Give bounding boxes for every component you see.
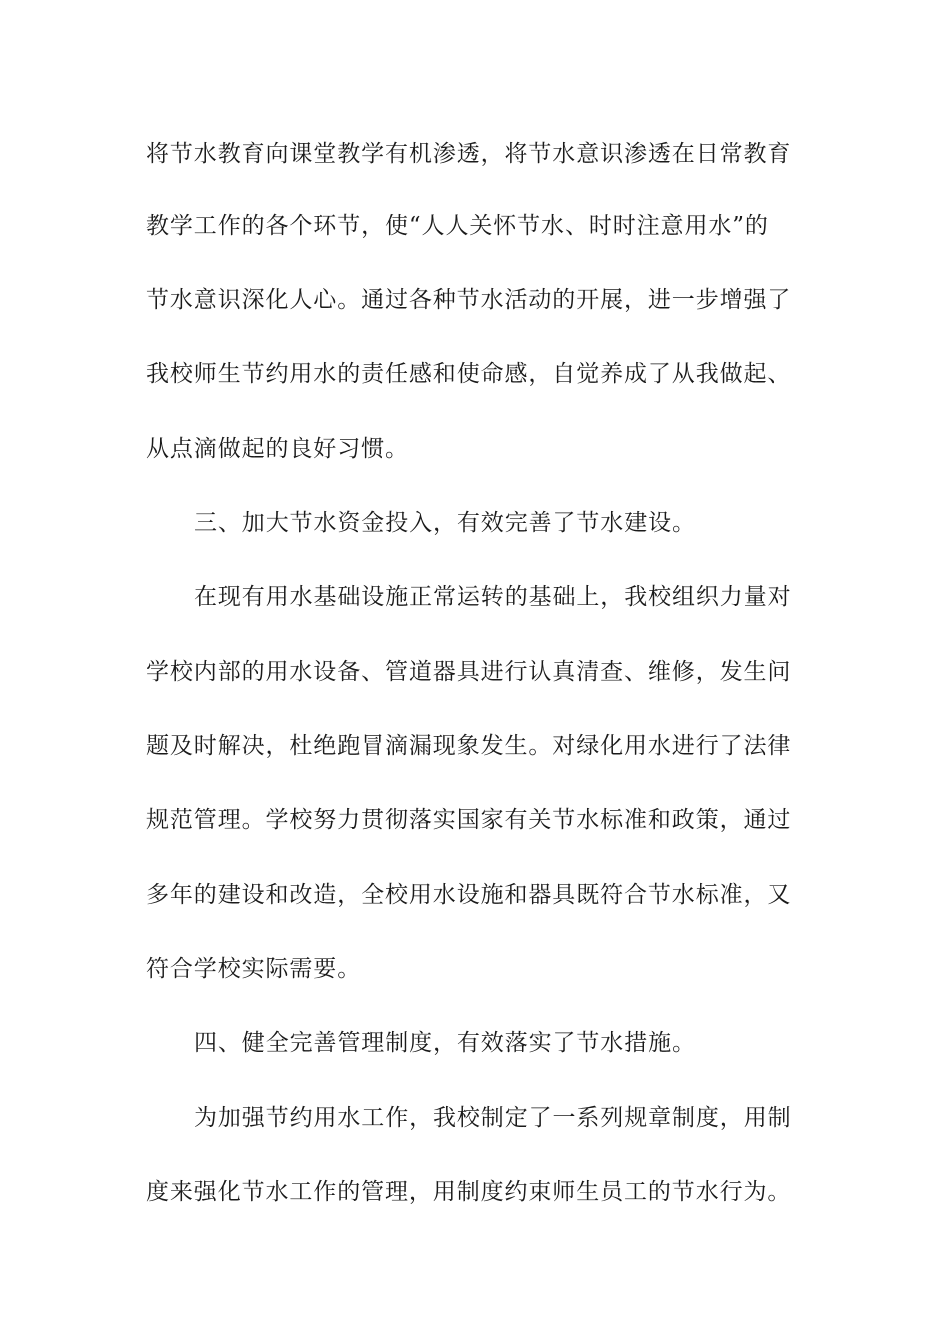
text-line: 多年的建设和改造，全校用水设施和器具既符合节水标准，又	[146, 882, 792, 908]
section-heading: 四、健全完善管理制度，有效落实了节水措施。	[194, 1030, 696, 1056]
section-heading: 三、加大节水资金投入，有效完善了节水建设。	[194, 510, 696, 536]
text-line: 符合学校实际需要。	[146, 956, 362, 982]
text-line: 从点滴做起的良好习惯。	[146, 436, 409, 462]
text-line: 度来强化节水工作的管理，用制度约束师生员工的节水行为。	[146, 1179, 792, 1205]
text-line: 节水意识深化人心。通过各种节水活动的开展，进一步增强了	[146, 287, 792, 313]
text-line: 在现有用水基础设施正常运转的基础上，我校组织力量对	[194, 584, 792, 610]
text-line: 学校内部的用水设备、管道器具进行认真清查、维修，发生问	[146, 659, 792, 685]
text-line: 将节水教育向课堂教学有机渗透，将节水意识渗透在日常教育	[146, 141, 792, 167]
text-line: 为加强节约用水工作，我校制定了一系列规章制度，用制	[194, 1105, 792, 1131]
text-line: 规范管理。学校努力贯彻落实国家有关节水标准和政策，通过	[146, 807, 792, 833]
text-line: 我校师生节约用水的责任感和使命感，自觉养成了从我做起、	[146, 361, 792, 387]
text-line: 题及时解决，杜绝跑冒滴漏现象发生。对绿化用水进行了法律	[146, 733, 792, 759]
text-line: 教学工作的各个环节，使“人人关怀节水、时时注意用水”的	[146, 213, 769, 239]
